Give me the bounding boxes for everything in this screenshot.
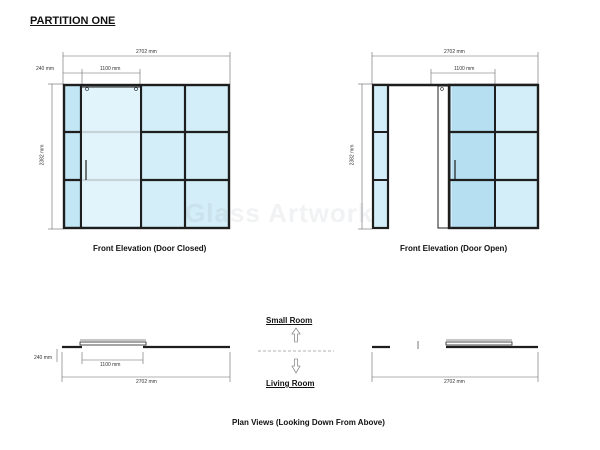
dim-overall-width: 2702 mm bbox=[136, 379, 157, 385]
sliding-door-leaf bbox=[82, 87, 140, 226]
plan-view-right bbox=[372, 340, 538, 382]
dim-side-width: 240 mm bbox=[36, 66, 55, 72]
room-direction-indicator bbox=[258, 328, 334, 373]
plan-dimension-lines-left bbox=[57, 349, 230, 382]
caption-plan-views: Plan Views (Looking Down From Above) bbox=[232, 418, 385, 427]
dim-side-width: 240 mm bbox=[34, 355, 53, 361]
glass-shade bbox=[64, 85, 81, 228]
caption-front-closed: Front Elevation (Door Closed) bbox=[93, 244, 207, 253]
label-small-room: Small Room bbox=[266, 316, 313, 325]
door-in-plan bbox=[80, 342, 146, 345]
caption-front-open: Front Elevation (Door Open) bbox=[400, 244, 508, 253]
door-in-plan bbox=[446, 342, 512, 345]
glass-shade bbox=[452, 86, 494, 227]
dim-door-width: 1100 mm bbox=[100, 362, 121, 368]
front-elevation-open bbox=[358, 52, 538, 229]
roller-wheel bbox=[441, 88, 444, 91]
label-living-room: Living Room bbox=[266, 379, 315, 388]
dim-door-width: 1100 mm bbox=[100, 66, 121, 72]
plan-dimension-lines-right bbox=[372, 352, 538, 382]
fixed-side-panel bbox=[373, 85, 388, 228]
dim-overall-width: 2702 mm bbox=[136, 49, 157, 55]
watermark: Glass Artwork bbox=[185, 198, 374, 228]
page-title: PARTITION ONE bbox=[30, 15, 116, 27]
dim-overall-width: 2702 mm bbox=[444, 379, 465, 385]
dim-door-width: 1100 mm bbox=[454, 66, 475, 72]
dim-overall-width: 2702 mm bbox=[444, 49, 465, 55]
plan-view-left bbox=[57, 340, 230, 382]
dim-height: 2382 mm bbox=[349, 144, 356, 166]
dim-height: 2382 mm bbox=[39, 144, 46, 166]
arrow-up-icon bbox=[292, 328, 300, 342]
arrow-down-icon bbox=[292, 359, 300, 373]
